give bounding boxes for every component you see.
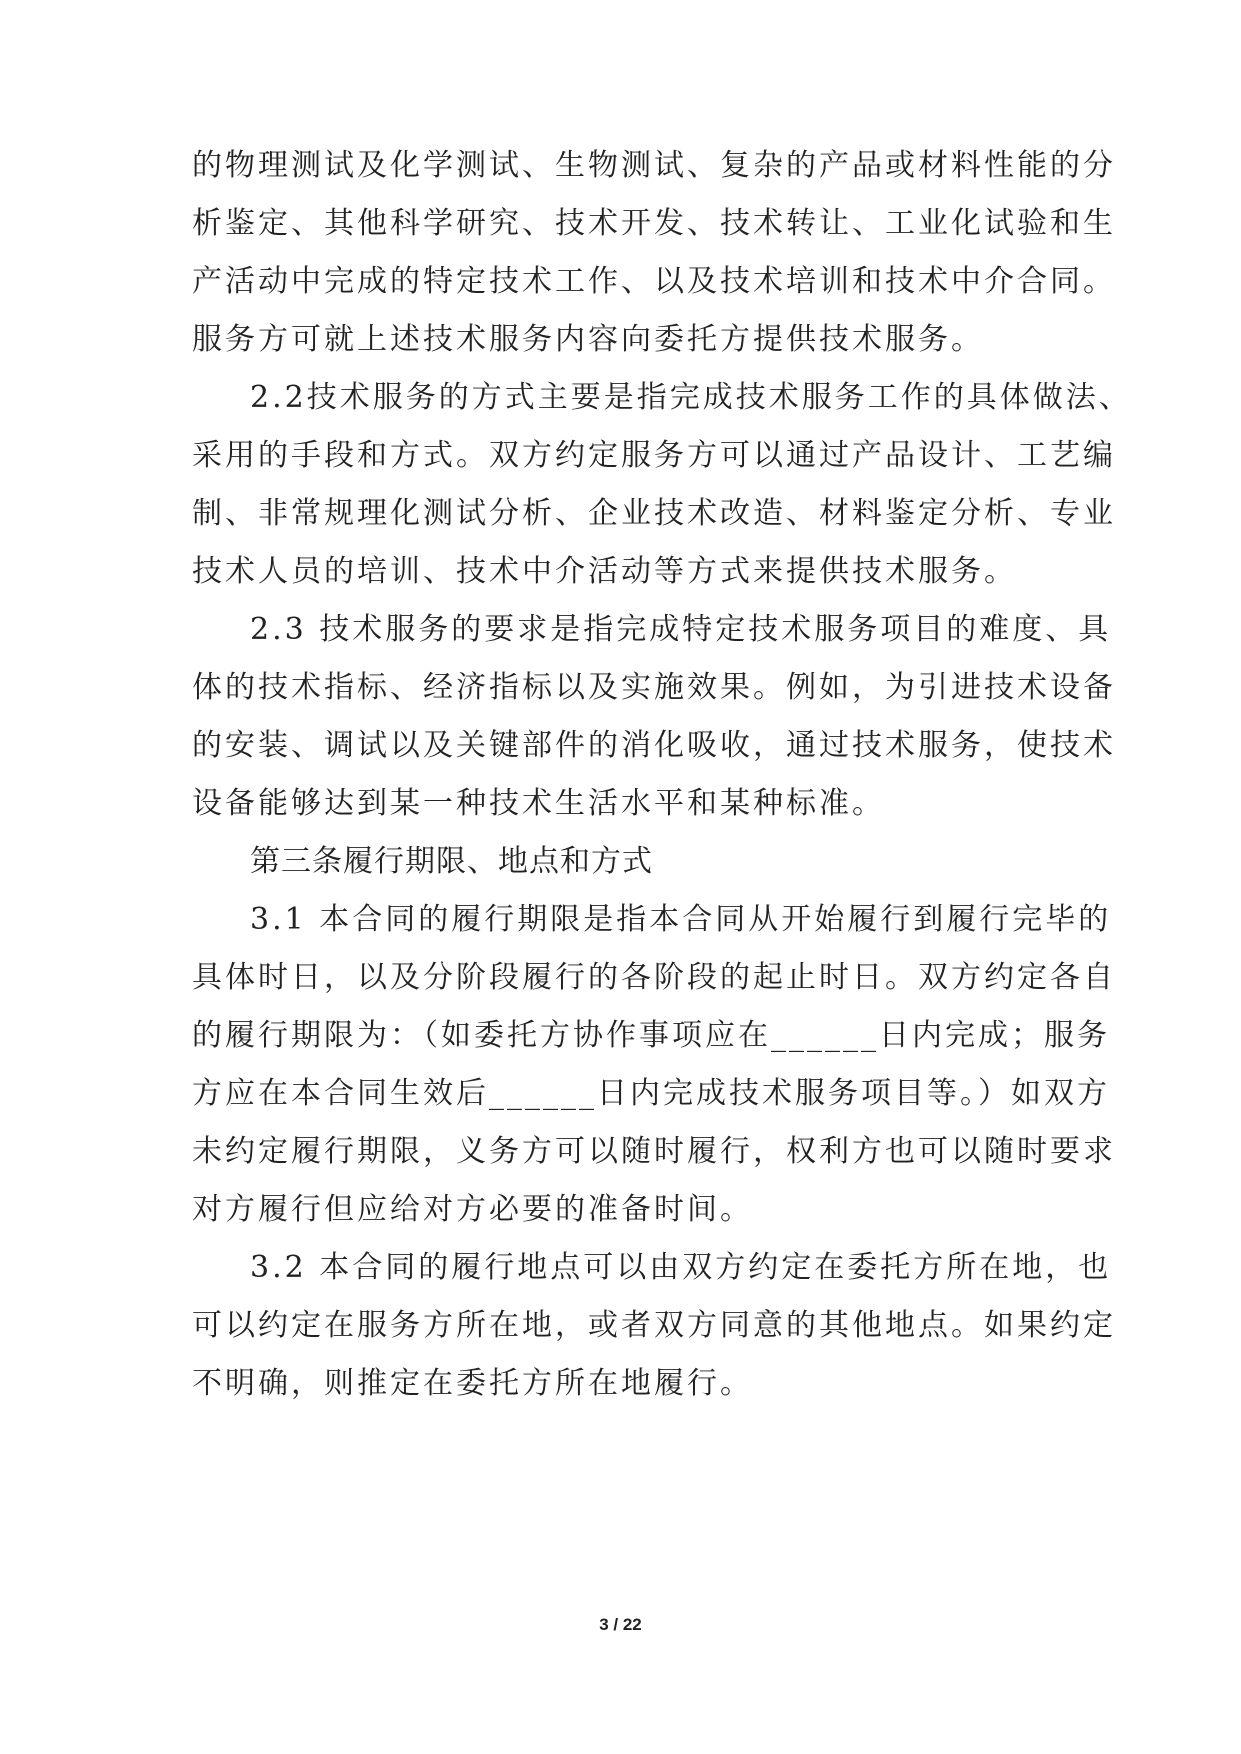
body-line: 技术人员的培训、技术中介活动等方式来提供技术服务。: [192, 554, 1017, 589]
page-number: 3 / 22: [599, 1615, 642, 1634]
body-line: 产活动中完成的特定技术工作、以及技术培训和技术中介合同。: [192, 264, 1116, 299]
body-line: 的物理测试及化学测试、生物测试、复杂的产品或材料性能的分: [192, 148, 1116, 183]
body-line: 方应在本合同生效后______日内完成技术服务项目等。）如双方: [192, 1076, 1110, 1111]
section-2-2-line: 2.2技术服务的方式主要是指完成技术服务工作的具体做法、: [250, 380, 1132, 415]
body-line: 具体时日，以及分阶段履行的各阶段的起止时日。双方约定各自: [192, 960, 1116, 995]
section-2-3-line: 2.3 技术服务的要求是指完成特定技术服务项目的难度、具: [250, 612, 1112, 647]
body-line: 对方履行但应给对方必要的准备时间。: [192, 1192, 753, 1227]
body-line: 可以约定在服务方所在地，或者双方同意的其他地点。如果约定: [192, 1308, 1116, 1343]
body-line: 的履行期限为：（如委托方协作事项应在______日内完成；服务: [192, 1018, 1110, 1053]
section-3-1-line: 3.1 本合同的履行期限是指本合同从开始履行到履行完毕的: [250, 902, 1112, 937]
body-line: 的安装、调试以及关键部件的消化吸收，通过技术服务，使技术: [192, 728, 1116, 763]
body-line: 未约定履行期限，义务方可以随时履行，权利方也可以随时要求: [192, 1134, 1116, 1169]
article-3-heading: 第三条履行期限、地点和方式: [250, 844, 653, 879]
body-line: 服务方可就上述技术服务内容向委托方提供技术服务。: [192, 322, 984, 357]
body-line: 析鉴定、其他科学研究、技术开发、技术转让、工业化试验和生: [192, 206, 1116, 241]
body-line: 不明确，则推定在委托方所在地履行。: [192, 1366, 753, 1401]
body-line: 体的技术指标、经济指标以及实施效果。例如，为引进技术设备: [192, 670, 1116, 705]
body-line: 设备能够达到某一种技术生活水平和某种标准。: [192, 786, 885, 821]
body-line: 制、非常规理化测试分析、企业技术改造、材料鉴定分析、专业: [192, 496, 1116, 531]
section-3-2-line: 3.2 本合同的履行地点可以由双方约定在委托方所在地，也: [250, 1250, 1112, 1285]
body-line: 采用的手段和方式。双方约定服务方可以通过产品设计、工艺编: [192, 438, 1116, 473]
